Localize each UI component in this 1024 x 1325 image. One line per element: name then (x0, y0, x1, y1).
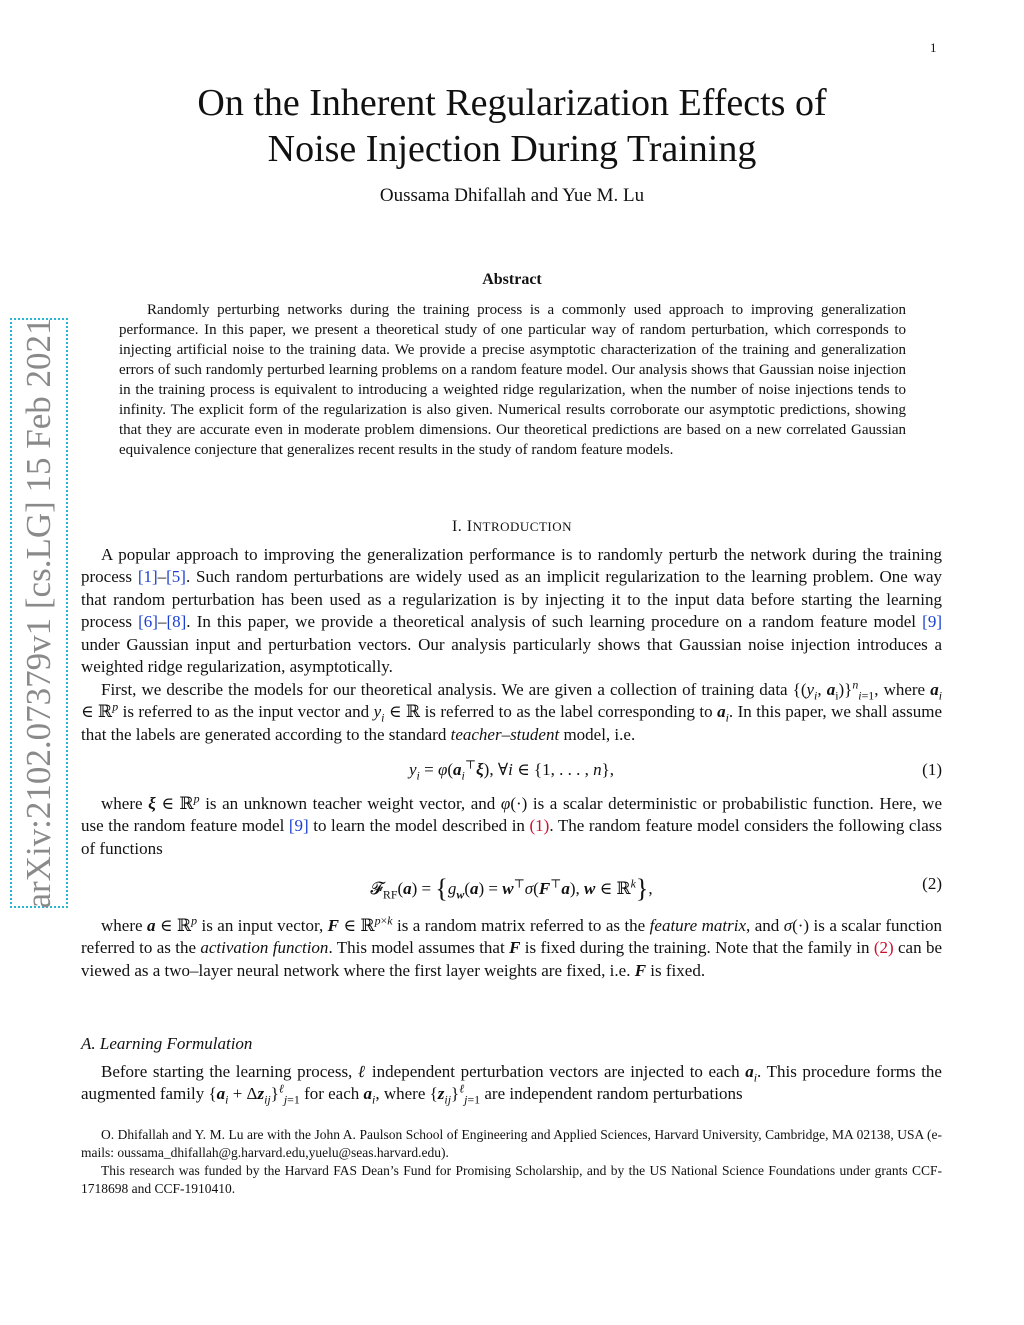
citation-link[interactable]: [8] (166, 612, 187, 632)
citation-link[interactable]: [5] (166, 567, 186, 587)
math-inline: $a_i$ ∈ ℝ$^p$ (81, 680, 942, 722)
math-inline: F ∈ ℝ$^{p\times k}$ (327, 913, 393, 935)
learning-paragraph-1: Before starting the learning process, ℓ independent perturbation vectors are injected to each $a_i$. This procedure forms the augmented family $\{a_i + \Delta z_{ij}\}^\ell_{j=1}$ for each $a_i$, where $\{z_{ij}\}^\ell_{j=1}$ are independent random perturbations (81, 1062, 942, 1107)
math-inline: ξ ∈ ℝ$^p$ (148, 791, 200, 813)
math-inline: a ∈ ℝ$^p$ (146, 913, 198, 935)
math-inline: $a_i$ (363, 1084, 376, 1107)
math-inline: σ(·) (783, 916, 810, 935)
page-number: 1 (930, 40, 937, 55)
math-inline: $\{z_{ij}\}^\ell_{j=1}$ (429, 1081, 481, 1107)
equation-number: (2) (922, 874, 942, 893)
arxiv-stamp (10, 318, 68, 908)
citation-link[interactable]: [9] (288, 816, 309, 836)
math-inline: {($y_i$, $a_i)\}^n_{i=1}$ (792, 677, 875, 703)
abstract-text: Randomly perturbing networks during the training process is a commonly used approach to improving generalization performance. In this paper, we present a theoretical study of one particular way of random perturbation, which corresponds to injecting artificial noise to the training data. We provide a precise asymptotic characterization of the training and generalization errors of such randomly perturbed learning problems on a random feature model. Our analysis shows that Gaussian noise injection in the training process is equivalent to introducing a weighted ridge regularization, when the number of noise injections tends to infinity. The explicit form of the regularization is also given. Numerical results corroborate our asymptotic predictions, showing that they are accurate even in moderate problem dimensions. Our theoretical predictions are based on a new correlated Gaussian equivalence conjecture that generalizes recent results in the study of random feature models. (119, 302, 906, 458)
equation-ref-link[interactable]: (1) (529, 816, 550, 836)
footnote-funding: This research was funded by the Harvard FAS Dean’s Fund for Promising Scholarship, and by the US National Science Foundations under grants CCF-1718698 and CCF-1910410. (81, 1163, 942, 1196)
math-inline: $y_i$ ∈ ℝ (373, 702, 421, 725)
math-inline: φ(·) (500, 794, 528, 813)
section-numeral: I. I (451, 518, 473, 535)
arxiv-stamp-text: arXiv:2102.07379v1 [cs.LG] 15 Feb 2021 (19, 317, 58, 909)
authors: Oussama Dhifallah and Yue M. Lu (379, 185, 645, 206)
math-inline: $a_i$ (745, 1062, 758, 1085)
equation-number: (1) (922, 760, 942, 779)
equation-1-body: $y_i = \varphi(a_i^⊤\xi)$, ∀i ∈ {1, . . . , n}, (409, 757, 614, 783)
math-inline: $a_i$ (717, 702, 729, 725)
title-line-2: Noise Injection During Training (267, 128, 757, 170)
paper-title (0, 80, 1024, 172)
citation-link[interactable]: [6] (138, 612, 158, 632)
intro-paragraph-3: where ξ ∈ ℝ$^p$ is an unknown teacher weight vector, and φ(·) is a scalar deterministic or probabilistic function. Here, we use the random feature model [9] to learn the model described in (1). The random feature model considers the following class of functions (81, 791, 943, 858)
subsection-heading: A. Learning Formulation (81, 1034, 253, 1053)
section-heading-introduction (0, 518, 1024, 536)
equation-ref-link[interactable]: (2) (873, 938, 894, 958)
intro-paragraph-4: where a ∈ ℝ$^p$ is an input vector, F ∈ ℝ$^{p\times k}$ is a random matrix referred to as the feature matrix, and σ(·) is a scalar function referred to as the activation function. This model assumes that F is fixed during the training. Note that the family in (2) can be viewed as a two–layer neural network where the first layer weights are fixed, i.e. F is fixed. (81, 913, 943, 980)
footnote-affiliation: O. Dhifallah and Y. M. Lu are with the John A. Paulson School of Engineering and Applied Sciences, Harvard University, Cambridge, MA 02138, USA (e-mails: oussama_dhifallah@g.harvard.edu,yuelu@seas.harvard.edu). (81, 1127, 942, 1160)
math-inline: $\{a_i + \Delta z_{ij}\}^\ell_{j=1}$ (208, 1081, 300, 1107)
equation-2-body: 𝓕$_{RF}$(a) = {$g_w(a) = w^⊤\sigma(F^⊤a)$, w ∈ ℝ$^k$}, (370, 874, 653, 903)
intro-paragraph-2: First, we describe the models for our theoretical analysis. We are given a collection of training data {($y_i$, $a_i)\}^n_{i=1}$, where $a_i$ ∈ ℝ$^p$ is referred to as the input vector and $y_i$ ∈ ℝ is referred to as the label corresponding to $a_i$. In this paper, we shall assume that the labels are generated according to the standard teacher–student model, i.e. (81, 677, 942, 744)
title-line-1: On the Inherent Regularization Effects of (197, 82, 827, 124)
citation-link[interactable]: [1] (137, 567, 158, 587)
section-title-rest: NTRODUCTION (472, 519, 573, 534)
intro-paragraph-1: A popular approach to improving the generalization performance is to randomly perturb the network during the training process [1]–[5]. Such random perturbations are widely used as an implicit regularization to the learning problem. One way that random perturbation has been used as a regularization is by injecting it to the input data before starting the learning process [6]–[8]. In this paper, we provide a theoretical analysis of such learning procedure on a random feature model [9] under Gaussian input and perturbation vectors. Our analysis particularly shows that Gaussian noise injection introduces a weighted ridge regularization, asymptotically. (81, 545, 942, 677)
citation-link[interactable]: [9] (922, 612, 942, 632)
abstract-heading: Abstract (482, 271, 542, 288)
